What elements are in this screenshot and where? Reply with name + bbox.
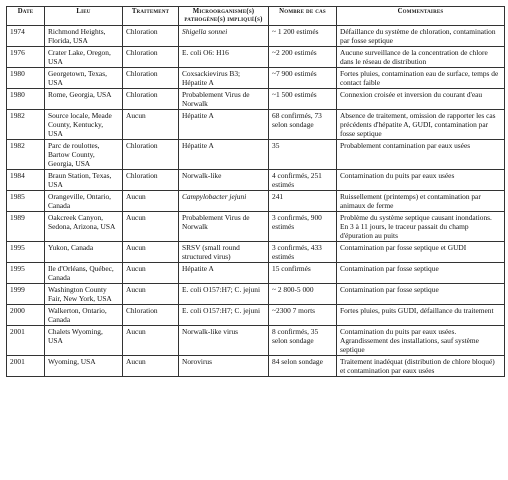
cell-micro: Probablement Virus de Norwalk [179, 212, 269, 242]
cell-traitement: Aucun [123, 110, 179, 140]
cell-commentaires: Contamination par fosse septique et GUDI [337, 242, 505, 263]
cell-nombre: ~ 2 800-5 000 [269, 284, 337, 305]
header-lieu: Lieu [45, 7, 123, 26]
cell-micro: Norwalk-like [179, 170, 269, 191]
cell-lieu: Orangeville, Ontario, Canada [45, 191, 123, 212]
cell-commentaires: Absence de traitement, omission de rapporter les cas précédents d'hépatite A, GUDI, contamination par fosse septique [337, 110, 505, 140]
cell-date: 1980 [7, 68, 45, 89]
cell-date: 1982 [7, 140, 45, 170]
cell-traitement: Aucun [123, 326, 179, 356]
header-traitement: Traitement [123, 7, 179, 26]
header-commentaires: Commentaires [337, 7, 505, 26]
cell-traitement: Chloration [123, 89, 179, 110]
table-row [7, 110, 505, 140]
cell-lieu: Wyoming, USA [45, 356, 123, 377]
cell-date: 2000 [7, 305, 45, 326]
cell-date: 1995 [7, 242, 45, 263]
cell-lieu: Chalets Wyoming, USA [45, 326, 123, 356]
cell-nombre: ~1 500 estimés [269, 89, 337, 110]
cell-nombre: ~7 900 estimés [269, 68, 337, 89]
cell-lieu: Source locale, Meade County, Kentucky, USA [45, 110, 123, 140]
cell-lieu: Oakcreek Canyon, Sedona, Arizona, USA [45, 212, 123, 242]
cell-micro: Norwalk-like virus [179, 326, 269, 356]
table-row [7, 26, 505, 47]
cell-commentaires: Fortes pluies, contamination eau de surface, temps de contact faible [337, 68, 505, 89]
cell-date: 1989 [7, 212, 45, 242]
table-row [7, 305, 505, 326]
cell-date: 1984 [7, 170, 45, 191]
table-row [7, 170, 505, 191]
cell-commentaires: Connexion croisée et inversion du courant d'eau [337, 89, 505, 110]
cell-commentaires: Contamination du puits par eaux usées [337, 170, 505, 191]
outbreak-table [6, 6, 505, 377]
cell-commentaires: Ruissellement (printemps) et contamination par animaux de ferme [337, 191, 505, 212]
table-row [7, 263, 505, 284]
cell-commentaires: Aucune surveillance de la concentration de chlore dans le réseau de distribution [337, 47, 505, 68]
cell-date: 1974 [7, 26, 45, 47]
cell-traitement: Chloration [123, 68, 179, 89]
cell-lieu: Braun Station, Texas, USA [45, 170, 123, 191]
cell-commentaires: Défaillance du système de chloration, contamination par fosse septique [337, 26, 505, 47]
cell-traitement: Chloration [123, 140, 179, 170]
cell-nombre: ~2300 7 morts [269, 305, 337, 326]
cell-micro: Coxsackievirus B3; Hépatite A [179, 68, 269, 89]
cell-nombre: 3 confirmés, 900 estimés [269, 212, 337, 242]
cell-traitement: Aucun [123, 263, 179, 284]
cell-micro: E. coli O157:H7; C. jejuni [179, 305, 269, 326]
header-micro: Microorganisme(s) pathogène(s) impliqué(s) [179, 7, 269, 26]
header-row [7, 7, 505, 26]
cell-nombre: 3 confirmés, 433 estimés [269, 242, 337, 263]
cell-traitement: Aucun [123, 242, 179, 263]
cell-date: 1982 [7, 110, 45, 140]
cell-traitement: Aucun [123, 212, 179, 242]
table-row [7, 47, 505, 68]
cell-commentaires: Contamination par fosse septique [337, 284, 505, 305]
table-row [7, 284, 505, 305]
cell-micro: Hépatite A [179, 263, 269, 284]
table-row [7, 68, 505, 89]
cell-date: 1976 [7, 47, 45, 68]
cell-lieu: Rome, Georgia, USA [45, 89, 123, 110]
header-nombre: Nombre de cas [269, 7, 337, 26]
cell-micro: E. coli O157:H7; C. jejuni [179, 284, 269, 305]
cell-micro: Hépatite A [179, 110, 269, 140]
table-row [7, 356, 505, 377]
cell-lieu: Washington County Fair, New York, USA [45, 284, 123, 305]
cell-nombre: 35 [269, 140, 337, 170]
header-date: Date [7, 7, 45, 26]
cell-micro: Norovirus [179, 356, 269, 377]
cell-traitement: Chloration [123, 305, 179, 326]
cell-date: 1999 [7, 284, 45, 305]
table-row [7, 242, 505, 263]
cell-lieu: Parc de roulottes, Bartow County, Georgia, USA [45, 140, 123, 170]
cell-date: 1995 [7, 263, 45, 284]
cell-nombre: 15 confirmés [269, 263, 337, 284]
cell-traitement: Aucun [123, 356, 179, 377]
table-row [7, 89, 505, 110]
table-row [7, 326, 505, 356]
cell-micro: Probablement Virus de Norwalk [179, 89, 269, 110]
table-row [7, 191, 505, 212]
cell-lieu: Crater Lake, Oregon, USA [45, 47, 123, 68]
cell-micro: E. coli O6: H16 [179, 47, 269, 68]
cell-lieu: Georgetown, Texas, USA [45, 68, 123, 89]
cell-traitement: Aucun [123, 191, 179, 212]
cell-lieu: Walkerton, Ontario, Canada [45, 305, 123, 326]
cell-micro: Shigella sonnei [179, 26, 269, 47]
cell-micro: Hépatite A [179, 140, 269, 170]
cell-commentaires: Traitement inadéquat (distribution de chlore bloqué) et contamination par eaux usées [337, 356, 505, 377]
cell-micro: SRSV (small round structured virus) [179, 242, 269, 263]
cell-traitement: Chloration [123, 26, 179, 47]
cell-date: 2001 [7, 356, 45, 377]
cell-commentaires: Fortes pluies, puits GUDI, défaillance du traitement [337, 305, 505, 326]
cell-nombre: ~2 200 estimés [269, 47, 337, 68]
cell-date: 1980 [7, 89, 45, 110]
cell-traitement: Chloration [123, 170, 179, 191]
cell-nombre: ~ 1 200 estimés [269, 26, 337, 47]
cell-nombre: 241 [269, 191, 337, 212]
cell-date: 2001 [7, 326, 45, 356]
cell-lieu: Ile d'Orléans, Québec, Canada [45, 263, 123, 284]
cell-traitement: Chloration [123, 47, 179, 68]
cell-commentaires: Problème du système septique causant inondations. En 3 à 11 jours, le traceur passait du champ d'épuration au puits [337, 212, 505, 242]
cell-nombre: 84 selon sondage [269, 356, 337, 377]
cell-lieu: Yukon, Canada [45, 242, 123, 263]
cell-nombre: 4 confirmés, 251 estimés [269, 170, 337, 191]
cell-date: 1985 [7, 191, 45, 212]
cell-traitement: Aucun [123, 284, 179, 305]
cell-commentaires: Probablement contamination par eaux usées [337, 140, 505, 170]
cell-commentaires: Contamination du puits par eaux usées. Agrandissement des installations, sauf système septique [337, 326, 505, 356]
table-row [7, 140, 505, 170]
cell-commentaires: Contamination par fosse septique [337, 263, 505, 284]
cell-micro: Campylobacter jejuni [179, 191, 269, 212]
cell-nombre: 8 confirmés, 35 selon sondage [269, 326, 337, 356]
cell-lieu: Richmond Heights, Florida, USA [45, 26, 123, 47]
table-row [7, 212, 505, 242]
cell-nombre: 68 confirmés, 73 selon sondage [269, 110, 337, 140]
